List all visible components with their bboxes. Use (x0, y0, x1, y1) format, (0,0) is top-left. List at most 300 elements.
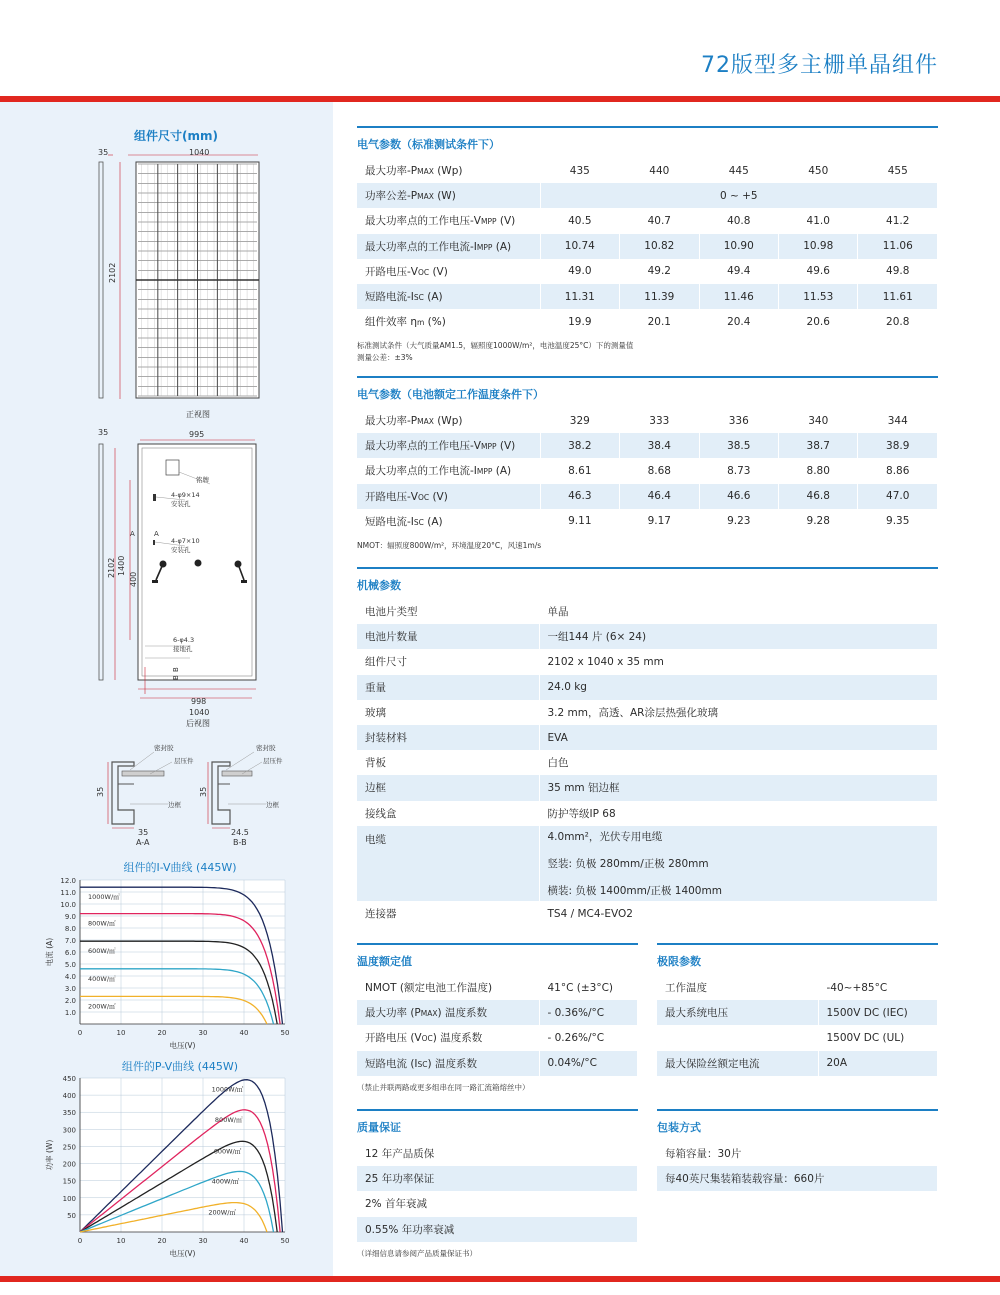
value-cell: 38.2 (540, 433, 619, 458)
warranty-item: 25 年功率保证 (357, 1166, 638, 1191)
ground-spec: 6-φ4.3 (173, 636, 195, 644)
mech-value-text: 35 mm 铝边框 (547, 782, 620, 795)
bb-height: 35 (199, 786, 208, 797)
table-row (357, 234, 938, 259)
series-label: 600W/㎡ (213, 1147, 242, 1156)
temp-label-post: ) 温度系数 (432, 1032, 483, 1045)
y-tick-label: 2.0 (64, 997, 76, 1005)
value-cell: 9.28 (779, 509, 858, 534)
param-label: 开路电压-V (365, 490, 418, 503)
section-mark-b-left: B (172, 675, 180, 680)
param-subscript: MAX (417, 167, 434, 177)
value-cell: 41.2 (858, 208, 938, 233)
value-cell: 41.0 (779, 208, 858, 233)
param-label-cell (357, 234, 540, 259)
value-cell: 9.17 (620, 509, 699, 534)
aa-width: 35 (138, 828, 149, 837)
value-cell: 20.1 (620, 309, 699, 334)
mech-table (357, 599, 938, 926)
front-width: 1040 (189, 148, 210, 157)
y-tick-label: 350 (62, 1109, 76, 1118)
param-label: 最大功率-P (365, 165, 418, 178)
back-height-inner: 1400 (117, 555, 126, 576)
temp-label (357, 1051, 539, 1076)
y-tick-label: 8.0 (64, 925, 76, 933)
pv-chart-title: 组件的P-V曲线 (445W) (121, 1060, 239, 1073)
value-cell: 11.39 (620, 284, 699, 309)
aa-caption: A-A (136, 838, 150, 847)
table-row (357, 458, 938, 483)
section-mark-b-right: B (172, 667, 180, 672)
y-tick-label: 10.0 (60, 901, 76, 909)
value-cell: 8.73 (699, 458, 778, 483)
param-subscript: m (417, 318, 425, 328)
param-unit: (%) (424, 316, 446, 329)
table-row (357, 259, 938, 284)
value-cell: 455 (858, 158, 938, 183)
mech-title: 机械参数 (357, 567, 938, 599)
mech-label: 组件尺寸 (357, 649, 539, 674)
table-row (357, 599, 938, 624)
mech-label: 背板 (357, 750, 539, 775)
value-cell: 336 (699, 408, 778, 433)
param-label: 最大功率点的工作电压-V (365, 215, 481, 228)
back-bottom-1040: 1040 (189, 708, 210, 717)
value-cell: 38.7 (779, 433, 858, 458)
param-subscript: MPP (476, 242, 493, 252)
param-label-cell (357, 408, 540, 433)
temp-label-post: ) 温度系数 (437, 1007, 487, 1020)
table-row (357, 183, 938, 208)
param-subscript: MPP (480, 442, 497, 452)
x-axis-label: 电压(V) (169, 1041, 196, 1050)
table-row (357, 649, 938, 674)
back-thickness: 35 (98, 428, 109, 437)
y-tick-label: 200 (62, 1160, 76, 1169)
param-label-cell (357, 458, 540, 483)
series-label: 1000W/㎡ (88, 893, 120, 902)
page-title: 72版型多主栅单晶组件 (701, 53, 938, 78)
param-subscript: SC (413, 293, 424, 303)
mech-value-text: TS4 / MC4-EVO2 (547, 907, 633, 920)
temp-label-pre: 最大功率 (P (365, 1007, 421, 1020)
limit-label (657, 1025, 818, 1050)
temp-label-sub: OC (421, 1034, 433, 1044)
temp-value: 0.04%/°C (539, 1051, 638, 1076)
param-subscript: MPP (476, 467, 493, 477)
value-cell: 10.90 (699, 234, 778, 259)
y-tick-label: 250 (62, 1143, 76, 1152)
value-cell: 49.6 (779, 259, 858, 284)
value-cell: 440 (620, 158, 699, 183)
limit-label: 最大保险丝额定电流 (657, 1051, 818, 1076)
table-row (657, 975, 938, 1000)
mech-value (539, 700, 938, 725)
param-label: 短路电流-I (365, 291, 414, 304)
value-cell: 329 (540, 408, 619, 433)
packing-item: 每箱容量：30片 (657, 1141, 938, 1166)
stc-table (357, 158, 938, 334)
mech-value-text: 防护等级IP 68 (547, 807, 616, 820)
table-row (357, 901, 938, 926)
x-tick-label: 30 (198, 1237, 208, 1245)
temp-label-sub: SC (417, 1059, 428, 1069)
y-tick-label: 11.0 (60, 889, 76, 897)
value-cell: 445 (699, 158, 778, 183)
bb-laminate-label: 层压件 (263, 757, 283, 765)
param-unit: (V) (496, 215, 516, 228)
aa-laminate-label: 层压件 (174, 757, 194, 765)
y-tick-label: 6.0 (64, 949, 76, 957)
y-axis-label: 功率 (W) (45, 1139, 54, 1171)
warranty-table (357, 1141, 638, 1242)
warranty-item: 2% 首年衰减 (357, 1191, 638, 1216)
param-label-cell (357, 259, 540, 284)
mech-label: 边框 (357, 775, 539, 800)
temp-label-pre: NMOT (额定电池工作温度) (365, 982, 493, 995)
y-axis-label: 电流 (A) (45, 937, 54, 967)
temp-table (357, 975, 638, 1076)
back-dist-400: 400 (129, 571, 138, 587)
x-tick-label: 50 (280, 1029, 290, 1037)
x-tick-label: 50 (280, 1237, 290, 1245)
param-label-cell (357, 484, 540, 509)
value-cell: 46.4 (620, 484, 699, 509)
nmot-note: NMOT：辐照度800W/m²，环境温度20°C，风速1m/s (357, 540, 542, 550)
param-unit: (A) (423, 515, 443, 528)
mech-label: 电缆 (357, 826, 539, 902)
param-unit: (A) (492, 240, 512, 253)
param-label: 最大功率-P (365, 415, 418, 428)
table-row (357, 284, 938, 309)
limit-value: 1500V DC (UL) (818, 1025, 938, 1050)
value-cell: 0 ~ +5 (540, 183, 937, 208)
mech-label: 电池片类型 (357, 599, 539, 624)
hole14-spec: 4-φ9×14 (171, 491, 200, 499)
x-tick-label: 20 (157, 1029, 167, 1037)
temp-note: （禁止并联两路或更多组串在同一路汇流箱熔丝中） (357, 1082, 530, 1092)
param-unit: (A) (492, 465, 512, 478)
x-tick-label: 0 (77, 1237, 83, 1245)
y-tick-label: 5.0 (64, 961, 76, 969)
y-tick-label: 100 (62, 1194, 76, 1203)
param-label: 组件效率 η (365, 316, 417, 329)
param-unit: (V) (429, 490, 448, 503)
y-tick-label: 400 (62, 1092, 76, 1101)
warranty-item: 0.55% 年功率衰减 (357, 1217, 638, 1242)
limits-title: 极限参数 (657, 943, 938, 975)
mech-value (539, 801, 938, 826)
mech-value (539, 901, 938, 926)
value-cell: 46.6 (699, 484, 778, 509)
limit-value: 1500V DC (IEC) (818, 1000, 938, 1025)
stc-section (357, 126, 938, 364)
iv-chart-title: 组件的I-V曲线 (445W) (123, 861, 237, 874)
limit-value: 20A (818, 1051, 938, 1076)
param-label: 功率公差-P (365, 190, 418, 203)
limit-label: 工作温度 (657, 975, 818, 1000)
limits-table (657, 975, 938, 1076)
param-label-cell (357, 284, 540, 309)
x-tick-label: 10 (116, 1237, 126, 1245)
bb-frame-label: 边框 (266, 801, 279, 809)
mech-value-text: 2102 x 1040 x 35 mm (547, 655, 664, 668)
value-cell: 40.8 (699, 208, 778, 233)
value-cell: 10.98 (779, 234, 858, 259)
table-row (357, 826, 938, 902)
value-cell: 8.61 (540, 458, 619, 483)
y-tick-label: 150 (62, 1177, 76, 1186)
mech-value-text: EVA (547, 731, 568, 744)
section-mark-a-right: A (154, 530, 159, 538)
section-mark-a-left: A (130, 530, 135, 538)
value-cell: 11.31 (540, 284, 619, 309)
mech-value-text: 4.0mm²，光伏专用电缆 (547, 830, 663, 843)
hole14-label: 安装孔 (171, 500, 191, 508)
y-tick-label: 450 (62, 1075, 76, 1083)
value-cell: 9.23 (699, 509, 778, 534)
limits-section (657, 943, 938, 1076)
temp-title: 温度额定值 (357, 943, 638, 975)
front-view-drawing (90, 145, 270, 425)
table-row (357, 1166, 638, 1191)
mech-label: 重量 (357, 675, 539, 700)
bb-width: 24.5 (231, 828, 249, 837)
stc-title: 电气参数（标准测试条件下） (357, 126, 938, 158)
param-unit: (Wp) (433, 415, 463, 428)
param-unit: (A) (423, 291, 443, 304)
limit-label: 最大系统电压 (657, 1000, 818, 1025)
table-row (357, 484, 938, 509)
value-cell: 49.2 (620, 259, 699, 284)
value-cell: 9.11 (540, 509, 619, 534)
value-cell: 49.4 (699, 259, 778, 284)
param-unit: (Wp) (433, 165, 463, 178)
temp-label-pre: 开路电压 (V (365, 1032, 422, 1045)
table-row (357, 1141, 638, 1166)
x-axis-label: 电压(V) (169, 1249, 196, 1258)
table-row (357, 509, 938, 534)
warranty-section (357, 1109, 638, 1260)
mech-value-text: 3.2 mm，高透、AR涂层热强化玻璃 (547, 706, 718, 719)
table-row (357, 1051, 638, 1076)
mech-label: 玻璃 (357, 700, 539, 725)
value-cell: 46.3 (540, 484, 619, 509)
x-tick-label: 10 (116, 1029, 126, 1037)
table-row (357, 750, 938, 775)
series-label: 800W/㎡ (214, 1115, 243, 1124)
param-label: 最大功率点的工作电流-I (365, 240, 477, 253)
mech-value-text: 一组144 片 (6× 24) (547, 631, 647, 644)
y-tick-label: 50 (67, 1211, 76, 1220)
back-height: 2102 (107, 557, 116, 578)
front-thickness: 35 (98, 148, 109, 157)
nmot-table (357, 408, 938, 534)
nameplate-label: 铭牌 (196, 476, 209, 484)
y-tick-label: 300 (62, 1126, 76, 1135)
packing-table (657, 1141, 938, 1191)
back-caption: 后视图 (186, 719, 210, 728)
x-tick-label: 30 (198, 1029, 208, 1037)
mech-label: 封装材料 (357, 725, 539, 750)
param-label: 最大功率点的工作电流-I (365, 465, 477, 478)
table-row (357, 1217, 638, 1242)
value-cell: 11.46 (699, 284, 778, 309)
x-tick-label: 40 (239, 1029, 249, 1037)
value-cell: 38.4 (620, 433, 699, 458)
stc-note-1: 标准测试条件（大气质量AM1.5，辐照度1000W/m²，电池温度25°C）下的测量值 (357, 341, 634, 351)
y-tick-label: 4.0 (64, 973, 76, 981)
packing-title: 包装方式 (657, 1109, 938, 1141)
value-cell: 340 (779, 408, 858, 433)
value-cell: 11.06 (858, 234, 938, 259)
dims-title: 组件尺寸(mm) (134, 129, 218, 143)
table-row (357, 624, 938, 649)
temp-label (357, 1025, 539, 1050)
back-bottom-998: 998 (191, 697, 207, 706)
x-tick-label: 0 (77, 1029, 83, 1037)
value-cell: 8.68 (620, 458, 699, 483)
temp-value: - 0.26%/°C (539, 1025, 638, 1050)
table-row (357, 975, 638, 1000)
value-cell: 20.6 (779, 309, 858, 334)
table-row (357, 725, 938, 750)
back-width-top: 995 (189, 430, 205, 439)
series-label: 1000W/㎡ (211, 1085, 244, 1094)
mech-section (357, 567, 938, 926)
table-row (657, 1166, 938, 1191)
temp-value: 41°C (±3°C) (539, 975, 638, 1000)
param-label: 最大功率点的工作电压-V (365, 440, 481, 453)
value-cell: 40.7 (620, 208, 699, 233)
mech-value-text: 单晶 (547, 606, 569, 619)
mech-value (539, 725, 938, 750)
bb-seal-label: 密封胶 (256, 744, 276, 752)
mech-value (539, 675, 938, 700)
value-cell: 10.82 (620, 234, 699, 259)
temp-label (357, 975, 539, 1000)
value-cell: 333 (620, 408, 699, 433)
param-subscript: MPP (480, 217, 497, 227)
value-cell: 49.8 (858, 259, 938, 284)
value-cell: 435 (540, 158, 619, 183)
param-subscript: MAX (417, 417, 434, 427)
nmot-section (357, 376, 938, 552)
temp-label-post: ) 温度系数 (427, 1057, 477, 1070)
mech-value (539, 750, 938, 775)
param-unit: (V) (496, 440, 516, 453)
footer-red-line (0, 1276, 1000, 1282)
mech-value-line-3: 横装: 负极 1400mm/正极 1400mm (547, 884, 722, 897)
temp-label-pre: 短路电流 (I (365, 1057, 418, 1070)
front-caption: 正视图 (186, 410, 210, 419)
value-cell: 19.9 (540, 309, 619, 334)
table-row (357, 700, 938, 725)
mech-value-line-2: 竖装: 负极 280mm/正极 280mm (547, 857, 709, 870)
value-cell: 450 (779, 158, 858, 183)
temp-label (357, 1000, 539, 1025)
hole10-label: 安装孔 (171, 546, 191, 554)
value-cell: 8.80 (779, 458, 858, 483)
mech-value-text: 白色 (547, 757, 569, 770)
param-label-cell (357, 158, 540, 183)
temp-section (357, 943, 638, 1094)
table-row (357, 408, 938, 433)
table-row (357, 1191, 638, 1216)
aa-frame-label: 边框 (168, 801, 181, 809)
param-subscript: OC (417, 492, 430, 502)
warranty-note: （详细信息请参阅产品质量保证书） (357, 1248, 477, 1258)
mech-value-text: 24.0 kg (547, 681, 587, 694)
value-cell: 20.4 (699, 309, 778, 334)
aa-seal-label: 密封胶 (154, 744, 174, 752)
ground-label: 接地孔 (173, 645, 193, 653)
series-label: 400W/㎡ (211, 1177, 240, 1186)
table-row (357, 158, 938, 183)
table-row (357, 208, 938, 233)
front-height: 2102 (108, 262, 117, 283)
param-label-cell (357, 309, 540, 334)
packing-section (657, 1109, 938, 1191)
table-row (357, 675, 938, 700)
y-tick-label: 1.0 (64, 1009, 76, 1017)
param-subscript: MAX (417, 192, 434, 202)
table-row (357, 433, 938, 458)
temp-label-sub: MAX (420, 1009, 438, 1019)
warranty-title: 质量保证 (357, 1109, 638, 1141)
iv-chart (40, 872, 310, 1052)
param-subscript: OC (417, 267, 430, 277)
x-tick-label: 20 (157, 1237, 167, 1245)
table-row (657, 1141, 938, 1166)
mech-label: 接线盒 (357, 801, 539, 826)
nmot-title: 电气参数（电池额定工作温度条件下） (357, 376, 938, 408)
param-label-cell (357, 183, 540, 208)
value-cell: 11.61 (858, 284, 938, 309)
x-tick-label: 40 (239, 1237, 249, 1245)
y-tick-label: 7.0 (64, 937, 76, 945)
mech-value (539, 599, 938, 624)
value-cell: 40.5 (540, 208, 619, 233)
series-label: 200W/㎡ (208, 1208, 236, 1217)
param-subscript: SC (413, 517, 424, 527)
warranty-item: 12 年产品质保 (357, 1141, 638, 1166)
mech-value (539, 649, 938, 674)
series-label: 600W/㎡ (88, 947, 116, 956)
packing-item: 每40英尺集装箱装载容量：660片 (657, 1166, 938, 1191)
aa-height: 35 (96, 786, 105, 797)
param-label-cell (357, 433, 540, 458)
y-tick-label: 3.0 (64, 985, 76, 993)
table-row (657, 1000, 938, 1025)
table-row (357, 1000, 638, 1025)
stc-note-2: 测量公差：±3% (357, 353, 413, 363)
value-cell: 20.8 (858, 309, 938, 334)
value-cell: 344 (858, 408, 938, 433)
bb-caption: B-B (233, 838, 247, 847)
series-label: 800W/㎡ (88, 919, 116, 928)
value-cell: 11.53 (779, 284, 858, 309)
mech-label: 连接器 (357, 901, 539, 926)
param-label-cell (357, 208, 540, 233)
y-tick-label: 12.0 (60, 877, 76, 885)
hole10-spec: 4-φ7×10 (171, 537, 200, 545)
series-label: 400W/㎡ (88, 974, 116, 983)
table-row (357, 775, 938, 800)
y-tick-label: 9.0 (64, 913, 76, 921)
param-label: 开路电压-V (365, 265, 418, 278)
series-label: 200W/㎡ (88, 1002, 116, 1011)
